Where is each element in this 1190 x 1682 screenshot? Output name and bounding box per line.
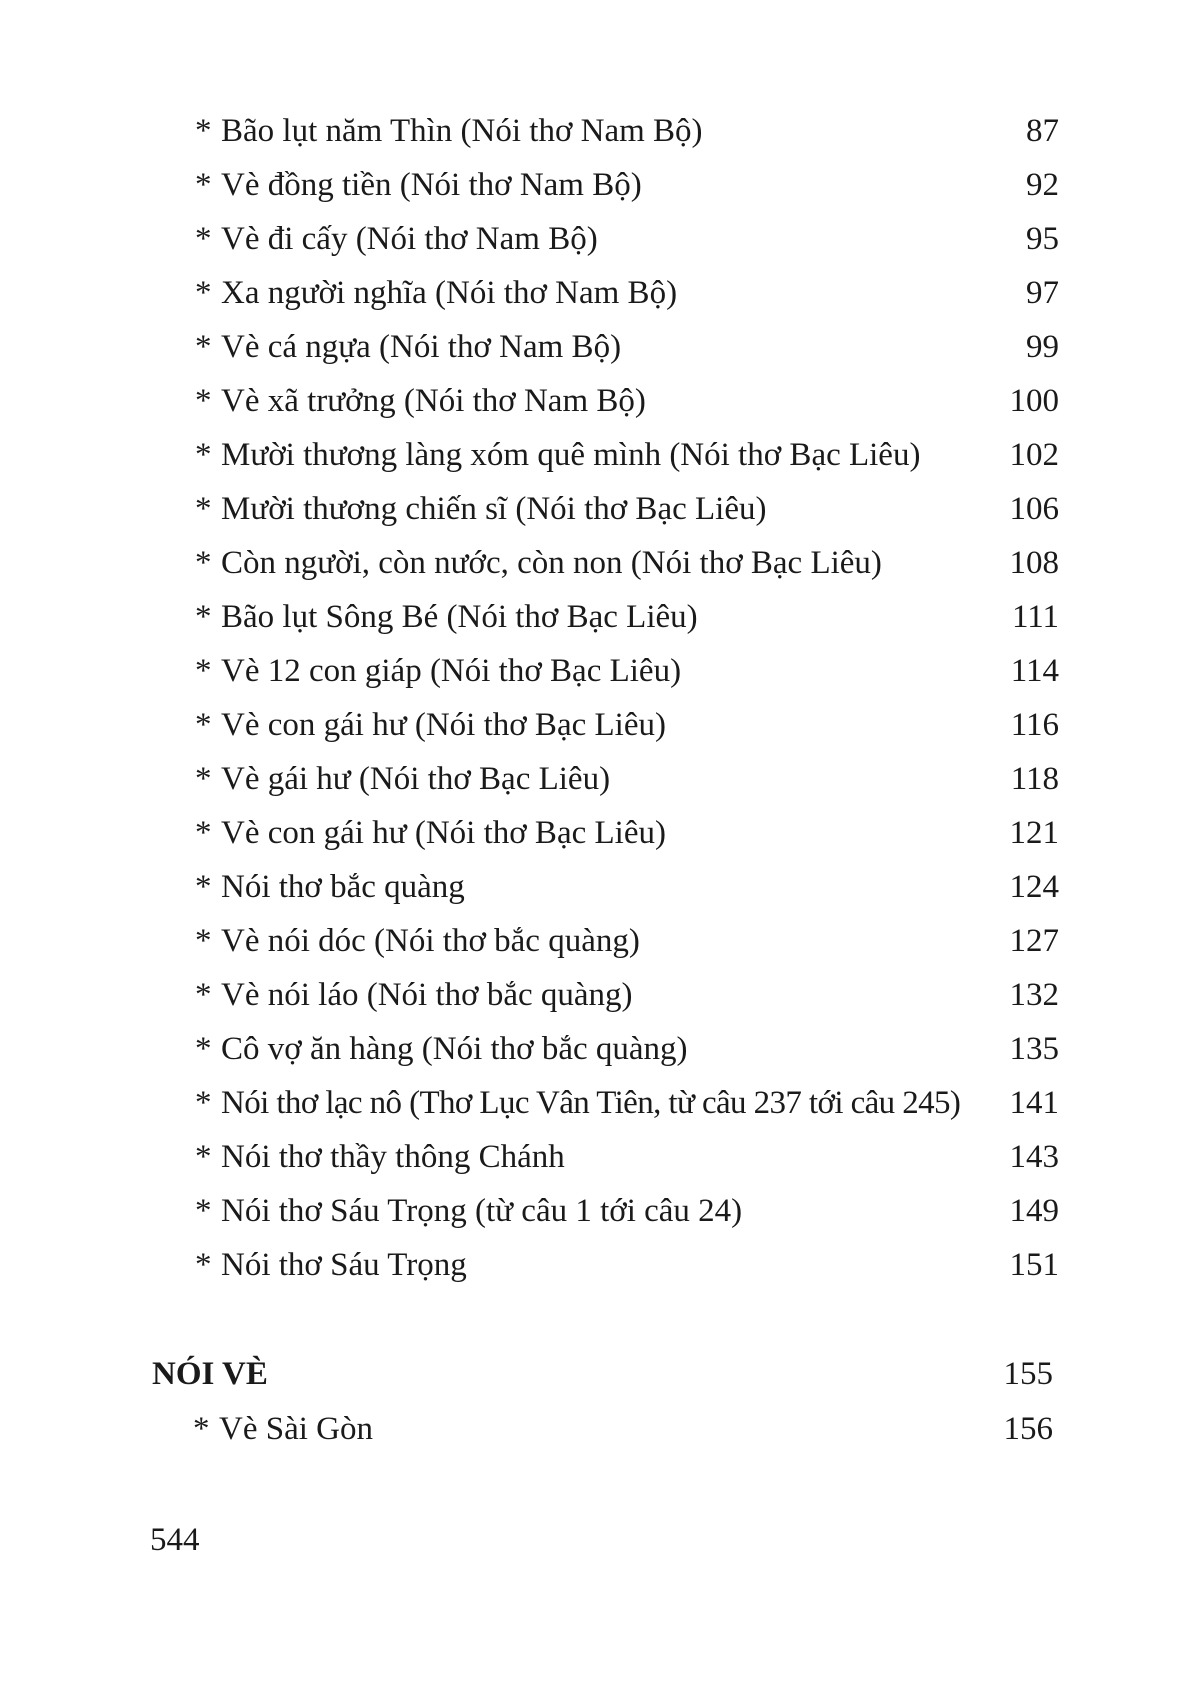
toc-entry — [0, 1130, 1190, 1184]
toc-entry-text: Vè đồng tiền (Nói thơ Nam Bộ) — [221, 167, 642, 203]
toc-entry-page: 124 — [1009, 869, 1059, 905]
section-heading-page: 155 — [1003, 1356, 1053, 1392]
toc-entry — [0, 752, 1190, 806]
toc-entry-text: Bão lụt Sông Bé (Nói thơ Bạc Liêu) — [221, 599, 698, 635]
toc-entry-page: 121 — [1009, 815, 1059, 851]
toc-entry-title — [195, 752, 610, 806]
bullet-asterisk: * — [195, 275, 212, 311]
toc-entry — [0, 860, 1190, 914]
bullet-asterisk: * — [195, 545, 212, 581]
toc-entry-title — [195, 158, 642, 212]
toc-entry — [0, 1402, 1190, 1456]
toc-entry-title — [195, 104, 703, 158]
toc-entry-title — [195, 1130, 565, 1184]
toc-entry-text: Nói thơ Sáu Trọng (từ câu 1 tới câu 24) — [221, 1193, 743, 1229]
bullet-asterisk: * — [195, 437, 212, 473]
toc-entry-title — [195, 428, 920, 482]
toc-entry-text: Vè nói dóc (Nói thơ bắc quàng) — [221, 923, 640, 959]
toc-entry — [0, 1022, 1190, 1076]
toc-entry-text: Nói thơ lạc nô (Thơ Lục Vân Tiên, từ câu 237 tới câu 245) — [221, 1085, 961, 1121]
toc-entry-title — [195, 266, 677, 320]
bullet-asterisk: * — [195, 1085, 211, 1121]
page-number: 544 — [150, 1522, 200, 1558]
toc-entry — [0, 320, 1190, 374]
toc-entry-title — [193, 1402, 373, 1456]
toc-entry-page: 100 — [1009, 383, 1059, 419]
toc-entry — [0, 590, 1190, 644]
toc-entry-text: Cô vợ ăn hàng (Nói thơ bắc quàng) — [221, 1031, 688, 1067]
toc-entry — [0, 1184, 1190, 1238]
bullet-asterisk: * — [195, 329, 212, 365]
toc-entry-page: 149 — [1009, 1193, 1059, 1229]
section-heading-row — [0, 1346, 1190, 1402]
toc-entry-page: 116 — [1010, 707, 1059, 743]
bullet-asterisk: * — [195, 383, 212, 419]
toc-entry-page: 132 — [1009, 977, 1059, 1013]
toc-entry-page: 143 — [1009, 1139, 1059, 1175]
bullet-asterisk: * — [195, 653, 212, 689]
toc-entry-title — [195, 212, 598, 266]
toc-entry — [0, 374, 1190, 428]
toc-entry-page: 114 — [1010, 653, 1059, 689]
section-heading: NÓI VÈ — [152, 1356, 268, 1392]
toc-entry-text: Vè gái hư (Nói thơ Bạc Liêu) — [221, 761, 611, 797]
toc-entry-text: Vè cá ngựa (Nói thơ Nam Bộ) — [221, 329, 622, 365]
toc-entry-text: Mười thương chiến sĩ (Nói thơ Bạc Liêu) — [221, 491, 767, 527]
toc-entry — [0, 914, 1190, 968]
toc-entry-title — [195, 644, 681, 698]
bullet-asterisk: * — [195, 1193, 212, 1229]
toc-entry-title — [195, 698, 666, 752]
bullet-asterisk: * — [195, 977, 212, 1013]
toc-entry — [0, 212, 1190, 266]
toc-entry-title — [195, 482, 766, 536]
toc-entry — [0, 806, 1190, 860]
toc-entry-text: Vè con gái hư (Nói thơ Bạc Liêu) — [221, 707, 666, 743]
bullet-asterisk: * — [195, 167, 212, 203]
toc-entry-page: 135 — [1009, 1031, 1059, 1067]
toc-entry-title — [195, 1076, 960, 1130]
toc-entry-page: 106 — [1009, 491, 1059, 527]
toc-entry-page: 87 — [1026, 113, 1059, 149]
toc-entry-title — [195, 1022, 688, 1076]
toc-entry-page: 156 — [1003, 1411, 1053, 1447]
bullet-asterisk: * — [195, 491, 212, 527]
toc-entry-title — [195, 860, 465, 914]
toc-entry-title — [195, 914, 640, 968]
toc-entry — [0, 1238, 1190, 1292]
bullet-asterisk: * — [195, 1031, 212, 1067]
toc-entry-title — [195, 320, 621, 374]
toc-entry — [0, 428, 1190, 482]
toc-entry — [0, 644, 1190, 698]
toc-entry-text: Nói thơ Sáu Trọng — [221, 1247, 467, 1283]
toc-entry-title — [195, 590, 698, 644]
toc-entry-text: Bão lụt năm Thìn (Nói thơ Nam Bộ) — [221, 113, 703, 149]
toc-entry — [0, 266, 1190, 320]
toc-entry-page: 118 — [1010, 761, 1059, 797]
toc-entry — [0, 698, 1190, 752]
toc-entry-text: Còn người, còn nước, còn non (Nói thơ Bạc Liêu) — [221, 545, 882, 581]
toc-entry-title — [195, 1238, 467, 1292]
toc-entry-text: Nói thơ thầy thông Chánh — [221, 1139, 565, 1175]
toc-entry — [0, 104, 1190, 158]
toc-entry-text: Nói thơ bắc quàng — [221, 869, 465, 905]
toc-entry-text: Vè Sài Gòn — [219, 1411, 373, 1447]
bullet-asterisk: * — [195, 221, 212, 257]
toc-entry-page: 111 — [1011, 599, 1059, 635]
toc-entry-page: 95 — [1026, 221, 1059, 257]
toc-entry-page: 108 — [1009, 545, 1059, 581]
toc-entry-title — [195, 374, 646, 428]
toc-entry-page: 102 — [1009, 437, 1059, 473]
toc-entry — [0, 968, 1190, 1022]
toc-entry-text: Vè nói láo (Nói thơ bắc quàng) — [221, 977, 633, 1013]
toc-entry-page: 141 — [1009, 1085, 1059, 1121]
bullet-asterisk: * — [195, 869, 212, 905]
toc-entry-page: 97 — [1026, 275, 1059, 311]
toc-entry-title — [195, 536, 882, 590]
bullet-asterisk: * — [195, 1139, 212, 1175]
bullet-asterisk: * — [193, 1411, 210, 1447]
toc-entry-page: 127 — [1009, 923, 1059, 959]
toc-entry-text: Vè 12 con giáp (Nói thơ Bạc Liêu) — [221, 653, 682, 689]
toc-entry — [0, 536, 1190, 590]
toc-entry-text: Vè con gái hư (Nói thơ Bạc Liêu) — [221, 815, 666, 851]
bullet-asterisk: * — [195, 707, 212, 743]
toc-entry-title — [195, 1184, 742, 1238]
toc-entry-page: 151 — [1009, 1247, 1059, 1283]
bullet-asterisk: * — [195, 923, 212, 959]
toc-entry-page: 92 — [1026, 167, 1059, 203]
toc-entry-page: 99 — [1026, 329, 1059, 365]
toc-entry-text: Mười thương làng xóm quê mình (Nói thơ Bạc Liêu) — [221, 437, 921, 473]
bullet-asterisk: * — [195, 599, 212, 635]
toc-entry — [0, 482, 1190, 536]
toc-entry — [0, 1076, 1190, 1130]
bullet-asterisk: * — [195, 113, 212, 149]
toc-entry-title — [195, 806, 666, 860]
toc-entry-text: Vè đi cấy (Nói thơ Nam Bộ) — [221, 221, 598, 257]
bullet-asterisk: * — [195, 815, 212, 851]
toc-entry-text: Vè xã trưởng (Nói thơ Nam Bộ) — [221, 383, 646, 419]
toc-entry-text: Xa người nghĩa (Nói thơ Nam Bộ) — [221, 275, 678, 311]
bullet-asterisk: * — [195, 761, 212, 797]
toc-entry — [0, 158, 1190, 212]
toc-entry-title — [195, 968, 633, 1022]
bullet-asterisk: * — [195, 1247, 212, 1283]
